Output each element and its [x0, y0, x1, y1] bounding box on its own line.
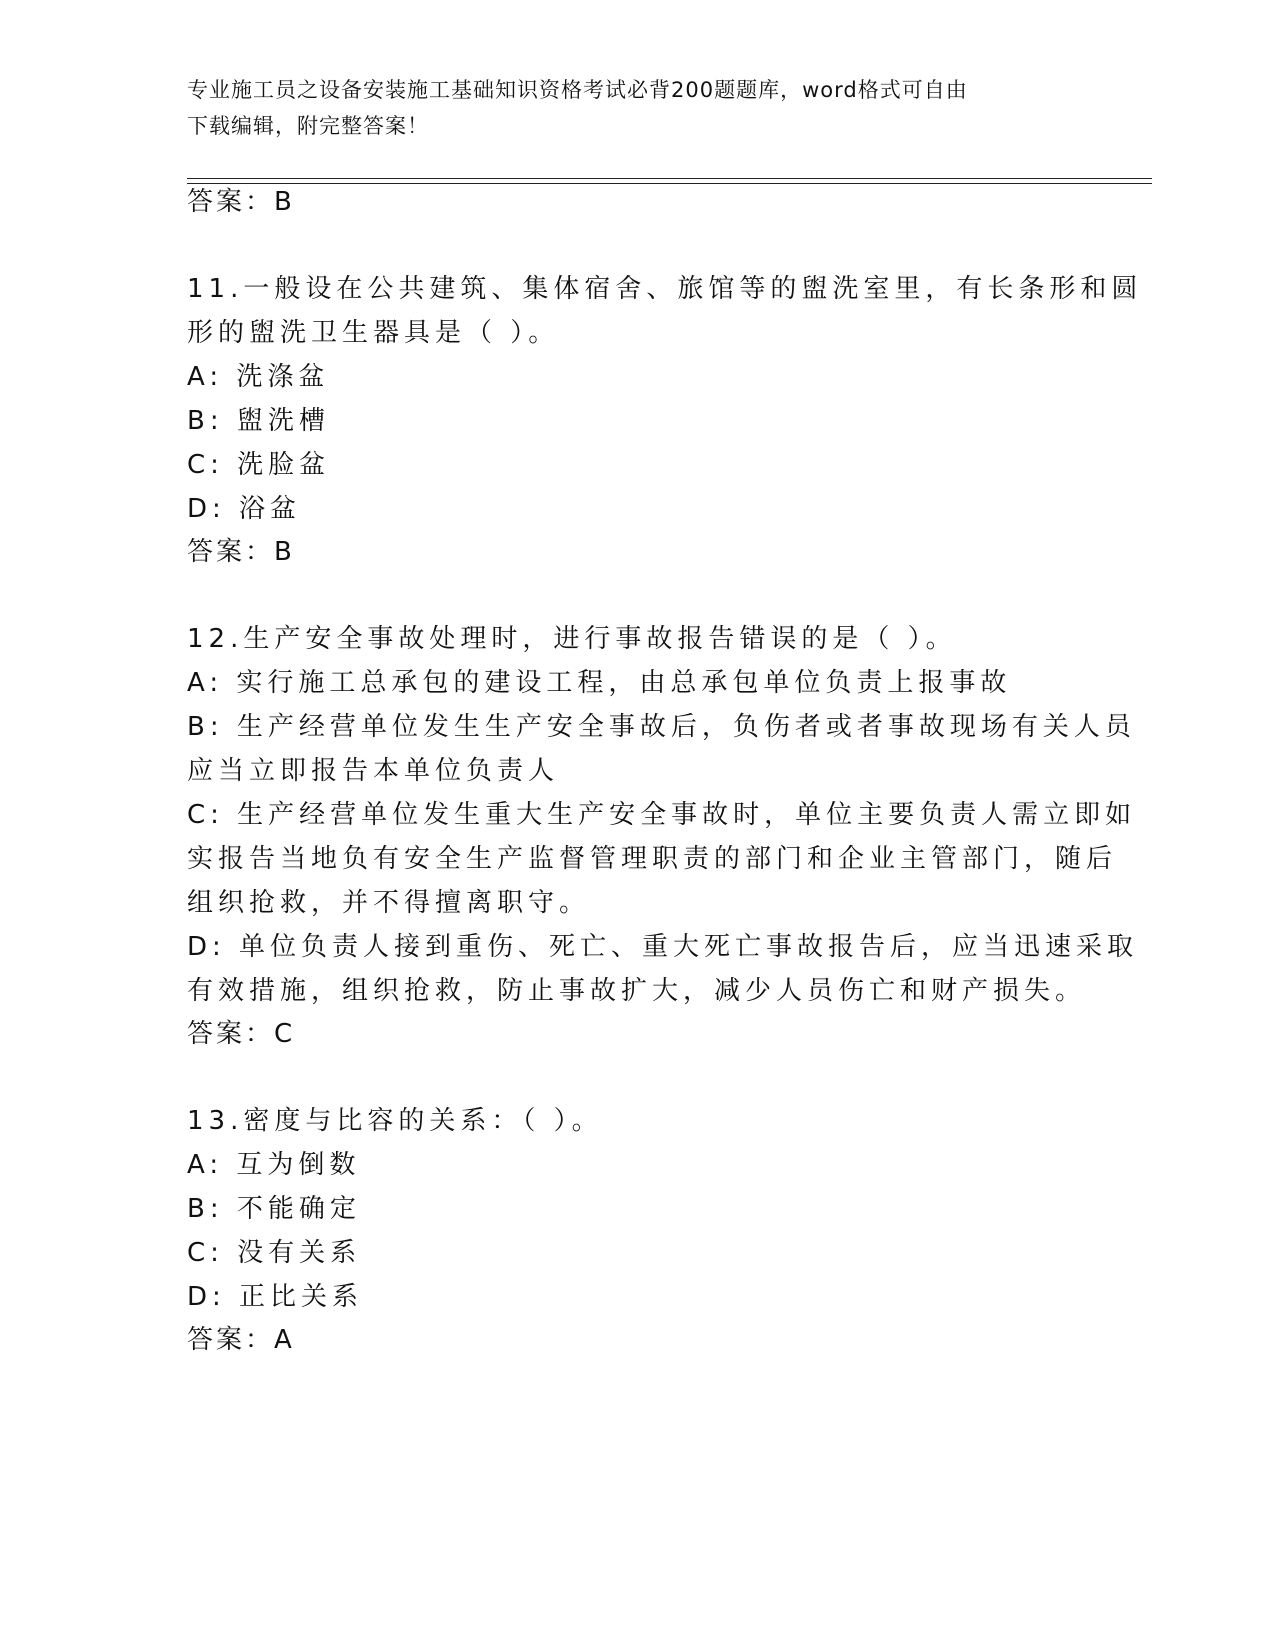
header-line-1: 专业施工员之设备安装施工基础知识资格考试必背200题题库，word格式可自由 — [187, 78, 968, 102]
question-12-stem-line-1: 12.生产安全事故处理时，进行事故报告错误的是（ ）。 — [187, 624, 957, 654]
question-11-option-d: D: 浴盆 — [187, 494, 302, 524]
header-divider-bottom — [187, 183, 1152, 184]
question-12-option-b-line-2: 应当立即报告本单位负责人 — [187, 756, 560, 786]
question-12-option-d-line-1: D: 单位负责人接到重伤、死亡、重大死亡事故报告后，应当迅速采取 — [187, 932, 1139, 962]
question-11-answer: 答案：B — [187, 537, 295, 567]
document-header — [187, 72, 1087, 144]
previous-answer: 答案：B — [187, 187, 295, 217]
question-11-option-b: B: 盥洗槽 — [187, 406, 330, 436]
question-12-option-c-line-3: 组织抢救，并不得擅离职守。 — [187, 888, 591, 918]
question-12-option-d-line-2: 有效措施，组织抢救，防止事故扩大，减少人员伤亡和财产损失。 — [187, 976, 1087, 1006]
question-13-answer: 答案：A — [187, 1325, 295, 1355]
question-12-option-c-line-2: 实报告当地负有安全生产监督管理职责的部门和企业主管部门，随后 — [187, 844, 1118, 874]
question-13-option-a: A: 互为倒数 — [187, 1150, 361, 1180]
question-13-option-b: B: 不能确定 — [187, 1194, 361, 1224]
question-13-option-d: D: 正比关系 — [187, 1282, 364, 1312]
question-11-option-c: C: 洗脸盆 — [187, 450, 331, 480]
header-divider-top — [187, 178, 1152, 179]
question-12-answer: 答案：C — [187, 1019, 296, 1049]
question-12-option-a: A: 实行施工总承包的建设工程，由总承包单位负责上报事故 — [187, 668, 1012, 698]
question-12-option-b-line-1: B: 生产经营单位发生生产安全事故后，负伤者或者事故现场有关人员 — [187, 712, 1136, 742]
question-11-stem-line-2: 形的盥洗卫生器具是（ ）。 — [187, 318, 560, 348]
header-line-2: 下载编辑，附完整答案！ — [187, 114, 429, 138]
question-11-option-a: A: 洗涤盆 — [187, 362, 330, 392]
question-13-stem-line-1: 13.密度与比容的关系：（ ）。 — [187, 1106, 603, 1136]
question-13-option-c: C: 没有关系 — [187, 1238, 362, 1268]
question-11-stem-line-1: 11.一般设在公共建筑、集体宿舍、旅馆等的盥洗室里，有长条形和圆 — [187, 274, 1143, 304]
question-12-option-c-line-1: C: 生产经营单位发生重大生产安全事故时，单位主要负责人需立即如 — [187, 800, 1137, 830]
